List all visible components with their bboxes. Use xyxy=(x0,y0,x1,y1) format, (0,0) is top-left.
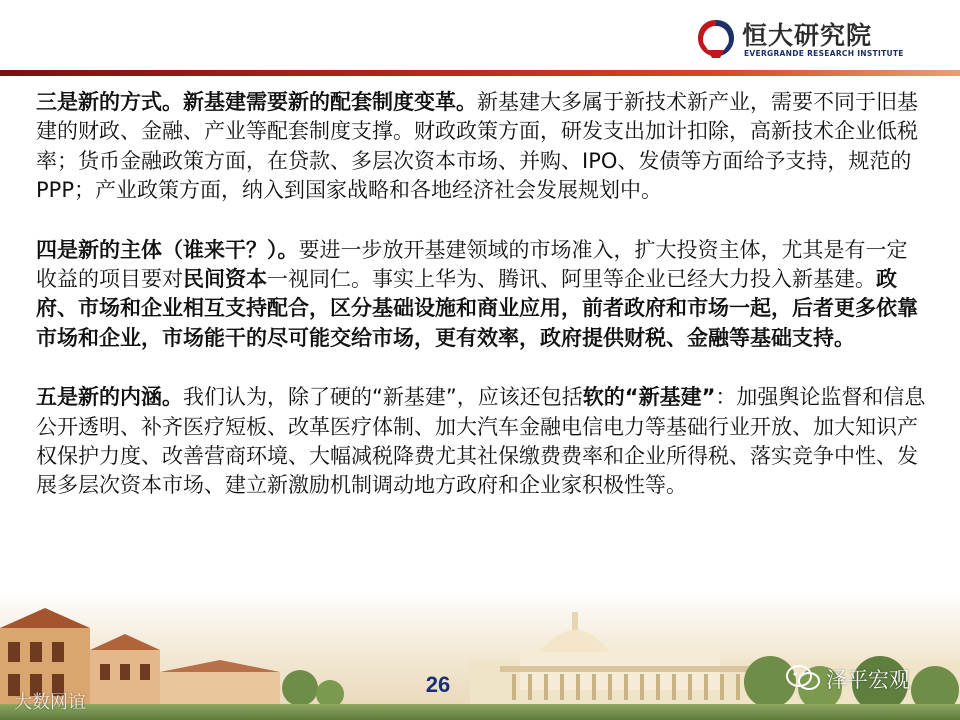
watermark-left: 大数网谊 xyxy=(14,692,86,713)
paragraph-lead: 三是新的方式。新基建需要新的配套制度变革。 xyxy=(36,90,477,114)
evergrande-logo xyxy=(694,14,944,64)
logo-chinese-name: 恒大研究院 xyxy=(742,21,873,50)
header-divider xyxy=(0,70,960,76)
paragraph-text: 一视同仁。事实上华为、腾讯、阿里等企业已经大力投入新基建。 xyxy=(267,267,876,292)
paragraph-text: 要进一步放开基建领域的市场准入，扩大投资主体，尤其是有一定收益的项目要对 xyxy=(36,237,908,292)
paragraph-lead: 四是新的主体（谁来干？）。 xyxy=(36,237,299,262)
paragraph-emphasis: 软的“新基建” xyxy=(582,385,716,410)
paragraph-new-method xyxy=(36,88,928,206)
watermark-right-text: 泽平宏观 xyxy=(826,668,910,692)
logo-english-name: EVERGRANDE RESEARCH INSTITUTE xyxy=(744,49,904,58)
wechat-icon xyxy=(786,665,820,691)
paragraph-lead: 五是新的内涵。 xyxy=(36,385,183,410)
paragraph-emphasis: 民间资本 xyxy=(183,267,267,292)
slide-body xyxy=(36,88,928,531)
page-number: 26 xyxy=(425,672,451,697)
footer-building-scene xyxy=(0,590,960,720)
paragraph-new-subject xyxy=(36,236,928,354)
paragraph-text: 新基建大多属于新技术新产业，需要不同于旧基建的财政、金融、产业等配套制度支撑。财政政策方面，研发支出加计扣除，高新技术企业低税率；货币金融政策方面，在贷款、多层次资本市场、并购、IPO、发债等方面给予支持，规范的PPP；产业政策方面，纳入到国家战略和各地经济社会发展规划中。 xyxy=(36,90,918,203)
paragraph-text: 我们认为，除了硬的“新基建”，应该还包括 xyxy=(183,385,583,410)
paragraph-text: ：加强舆论监督和信息公开透明、补齐医疗短板、改革医疗体制、加大汽车金融电信电力等基础行业开放、加大知识产权保护力度、改善营商环境、大幅减税降费尤其社保缴费费率和企业所得税、落实竞争中性、发展多层次资本市场、建立新激励机制调动地方政府和企业家积极性等。 xyxy=(36,385,926,498)
paragraph-emphasis: 政府、市场和企业相互支持配合，区分基础设施和商业应用，前者政府和市场一起，后者更多依靠市场和企业，市场能干的尽可能交给市场，更有效率，政府提供财税、金融等基础支持。 xyxy=(36,267,918,350)
paragraph-new-connotation xyxy=(36,383,928,501)
slide-header xyxy=(0,0,960,72)
evergrande-logo-icon xyxy=(694,16,738,60)
